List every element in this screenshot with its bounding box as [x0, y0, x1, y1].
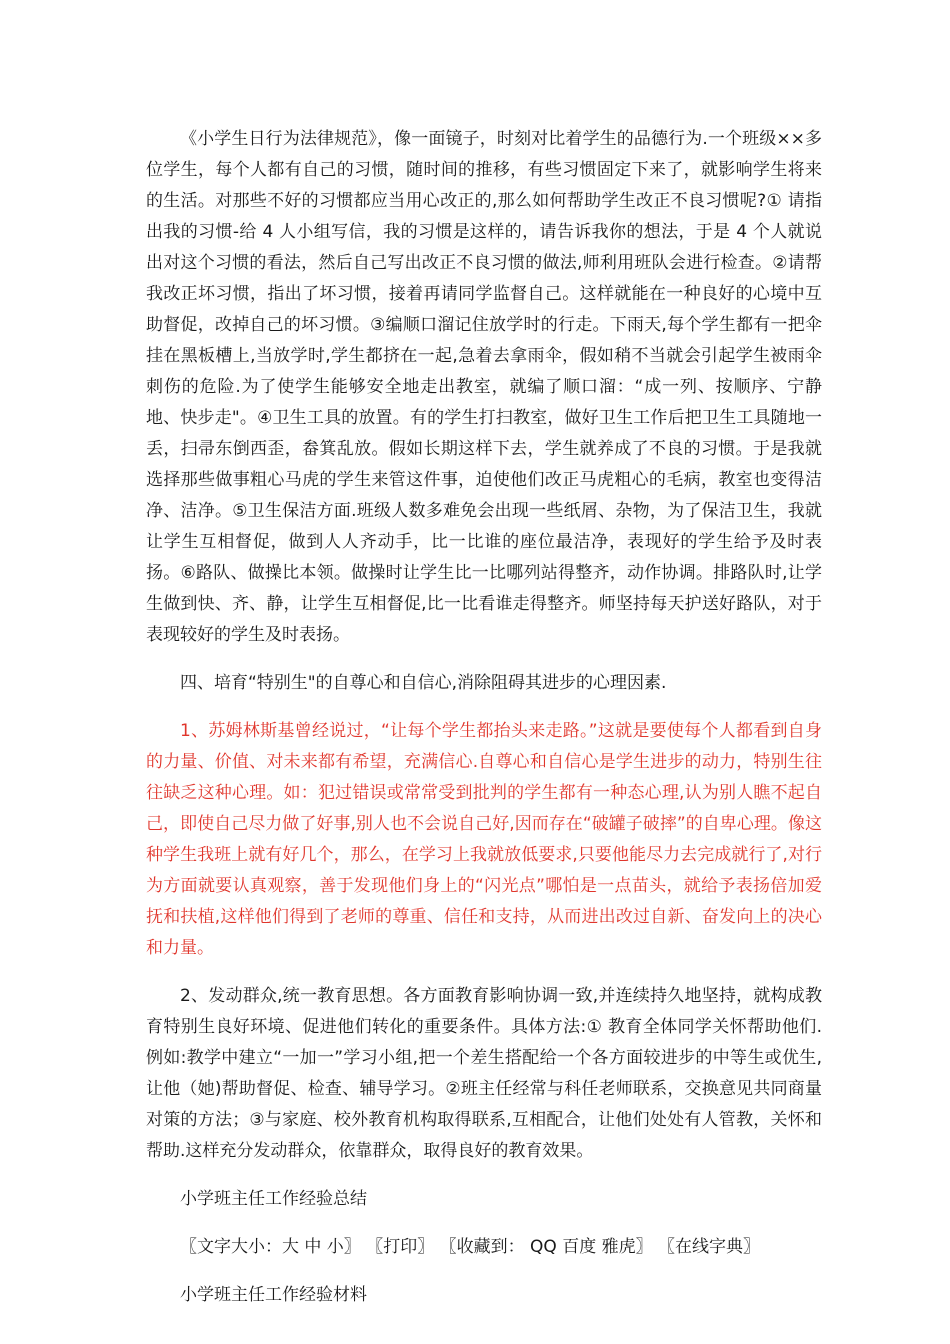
article-title-summary: 小学班主任工作经验总结	[180, 1189, 367, 1209]
article-title-materials: 小学班主任工作经验材料	[180, 1285, 367, 1305]
paragraph-mobilize-masses: 2、发动群众,统一教育思想。各方面教育影响协调一致,并连续持久地坚持，就构成教育特别生良好环境、促进他们转化的重要条件。具体方法:① 教育全体同学关怀帮助他们.例如:教学中建立“一加一”学习小组,把一个差生搭配给一个各方面较进步的中等生或优生,让他（她)帮助督促、检查、辅导学习。②班主任经常与科任老师联系，交换意见共同商量对策的方法；③与家庭、校外教育机构取得联系,互相配合，让他们处处有人管教，关怀和帮助.这样充分发动群众，依靠群众，取得良好的教育效果。	[146, 986, 822, 1161]
paragraph-self-esteem-text: 苏姆林斯基曾经说过，“让每个学生都抬头来走路。”这就是要使每个人都看到自身的力量、价值、对未来都有希望，充满信心.自尊心和自信心是学生进步的动力，特别生往往缺乏这种心理。如：犯过错误或常常受到批判的学生都有一种态心理,认为别人瞧不起自己，即使自己尽力做了好事,别人也不会说自己好,因而存在“破罐子破摔”的自卑心理。像这种学生我班上就有好几个，那么，在学习上我就放低要求,只要他能尽力去完成就行了,对行为方面就要认真观察，善于发现他们身上的“闪光点”哪怕是一点苗头，就给予表扬倍加爱抚和扶植,这样他们得到了老师的尊重、信任和支持，从而进出改过自新、奋发向上的决心和力量。	[146, 721, 822, 958]
collect-link[interactable]: 〖收藏到： QQ 百度 雅虎〗	[439, 1237, 653, 1257]
article-toolbar	[146, 1232, 822, 1263]
document-body	[146, 124, 822, 1311]
paragraph-number: 1、	[180, 721, 209, 741]
font-size-link[interactable]: 〖文字大小：大 中 小〗	[180, 1237, 361, 1257]
paragraph-self-esteem	[146, 716, 822, 964]
section-heading-4: 四、培育“特别生"的自尊心和自信心,消除阻碍其进步的心理因素.	[180, 673, 667, 693]
paragraph-habits: 《小学生日行为法律规范》，像一面镜子，时刻对比着学生的品德行为.一个班级××多位学生，每个人都有自己的习惯，随时间的推移，有些习惯固定下来了，就影响学生将来的生活。对那些不好的习惯都应当用心改正的,那么如何帮助学生改正不良习惯呢?① 请指出我的习惯-给 4 人小组写信，我的习惯是这样的，请告诉我你的想法，于是 4 个人就说出对这个习惯的看法，然后自己写出改正不良习惯的做法,师利用班队会进行检查。②请帮我改正坏习惯，指出了坏习惯，接着再请同学监督自己。这样就能在一种良好的心境中互助督促，改掉自己的坏习惯。③编顺口溜记住放学时的行走。下雨天,每个学生都有一把伞挂在黑板槽上,当放学时,学生都挤在一起,急着去拿雨伞，假如稍不当就会引起学生被雨伞刺伤的危险.为了使学生能够安全地走出教室，就编了顺口溜：“成一列、按顺序、宁静地、快步走"。④卫生工具的放置。有的学生打扫教室，做好卫生工作后把卫生工具随地一丢，扫帚东倒西歪，畚箕乱放。假如长期这样下去，学生就养成了不良的习惯。于是我就选择那些做事粗心马虎的学生来管这件事，迫使他们改正马虎粗心的毛病，教室也变得洁净、洁净。⑤卫生保洁方面.班级人数多难免会出现一些纸屑、杂物，为了保洁卫生，我就让学生互相督促，做到人人齐动手，比一比谁的座位最洁净，表现好的学生给予及时表扬。⑥路队、做操比本领。做操时让学生比一比哪列站得整齐，动作协调。排路队时,让学生做到快、齐、静，让学生互相督促,比一比看谁走得整齐。师坚持每天护送好路队，对于表现较好的学生及时表扬。	[146, 129, 822, 645]
print-link[interactable]: 〖打印〗	[366, 1237, 435, 1257]
dictionary-link[interactable]: 〖在线字典〗	[658, 1237, 761, 1257]
